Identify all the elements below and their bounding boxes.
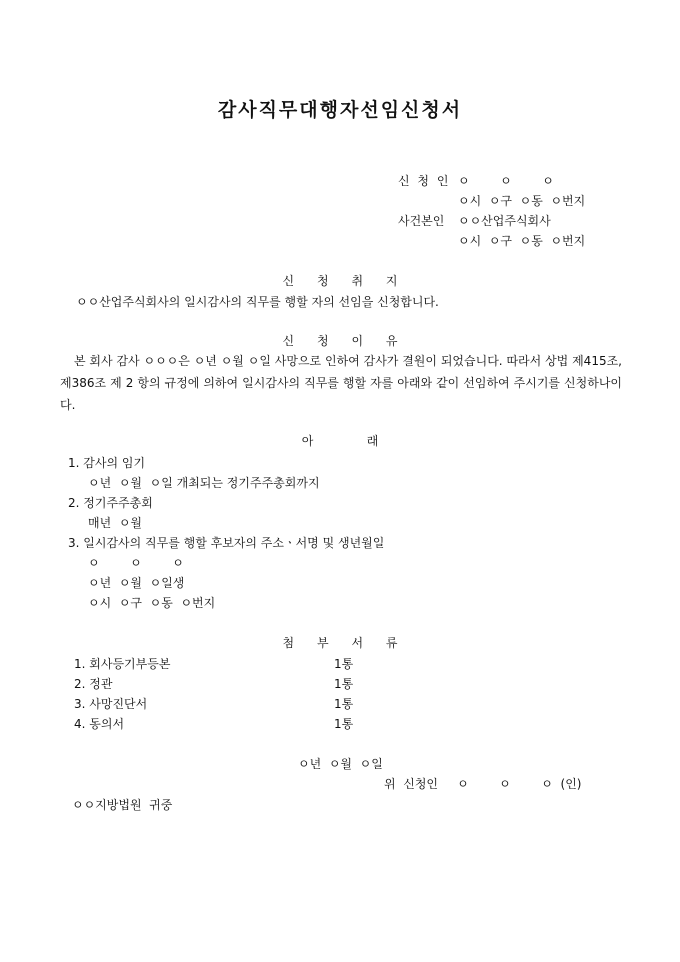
below-item-line: 매년 ㅇ월 <box>88 516 142 530</box>
applicant-name: ㅇ ㅇ ㅇ <box>458 174 554 188</box>
signature-line: 위 신청인 ㅇ ㅇ ㅇ (인) <box>384 777 582 791</box>
reason-heading: 신 청 이 유 <box>282 334 398 348</box>
case-party-address: ㅇ시 ㅇ구 ㅇ동 ㅇ번지 <box>458 234 586 248</box>
below-heading: 아 래 <box>301 434 379 448</box>
attachment-name: 1. 회사등기부등본 <box>74 657 171 671</box>
below-item-line: ㅇ년 ㅇ월 ㅇ일 개최되는 정기주주총회까지 <box>88 476 320 490</box>
case-party-label: 사건본인 <box>398 214 445 228</box>
below-item-title: 3. 일시감사의 직무를 행할 후보자의 주소ㆍ서명 및 생년월일 <box>68 536 385 550</box>
below-item-title: 2. 정기주주총회 <box>68 496 153 510</box>
attachment-name: 3. 사망진단서 <box>74 697 148 711</box>
document-title: 감사직무대행자선임신청서 <box>217 99 463 121</box>
reason-text: 본 회사 감사 ㅇㅇㅇ은 ㅇ년 ㅇ월 ㅇ일 사망으로 인하여 감사가 결원이 되었습니다. 따라서 상법 제415조, 제386조 제 2 항의 규정에 의하여 일시감사의 직무를 행할 자를 아래와 같이 선임하여 주시기를 신청하나이다. <box>60 354 622 412</box>
attachment-name: 4. 동의서 <box>74 717 125 731</box>
below-item-title: 1. 감사의 임기 <box>68 456 146 470</box>
attachment-qty: 1통 <box>334 677 354 691</box>
applicant-label: 신 청 인 <box>398 174 451 188</box>
attachment-qty: 1통 <box>334 717 354 731</box>
applicant-address: ㅇ시 ㅇ구 ㅇ동 ㅇ번지 <box>458 194 586 208</box>
below-item-line: ㅇ년 ㅇ월 ㅇ일생 <box>88 576 185 590</box>
attachment-qty: 1통 <box>334 697 354 711</box>
court-addressee: ㅇㅇ지방법원 귀중 <box>72 798 173 812</box>
purpose-heading: 신 청 취 지 <box>282 274 398 288</box>
below-item-line: ㅇ시 ㅇ구 ㅇ동 ㅇ번지 <box>88 596 216 610</box>
attachment-name: 2. 정관 <box>74 677 113 691</box>
document-date: ㅇ년 ㅇ월 ㅇ일 <box>298 757 383 771</box>
case-party-name: ㅇㅇ산업주식회사 <box>458 214 551 228</box>
below-item-line: ㅇ ㅇ ㅇ <box>88 556 184 570</box>
purpose-text: ㅇㅇ산업주식회사의 일시감사의 직무를 행할 자의 선임을 신청합니다. <box>76 295 439 309</box>
attachment-qty: 1통 <box>334 657 354 671</box>
attachments-heading: 첨 부 서 류 <box>282 636 398 650</box>
